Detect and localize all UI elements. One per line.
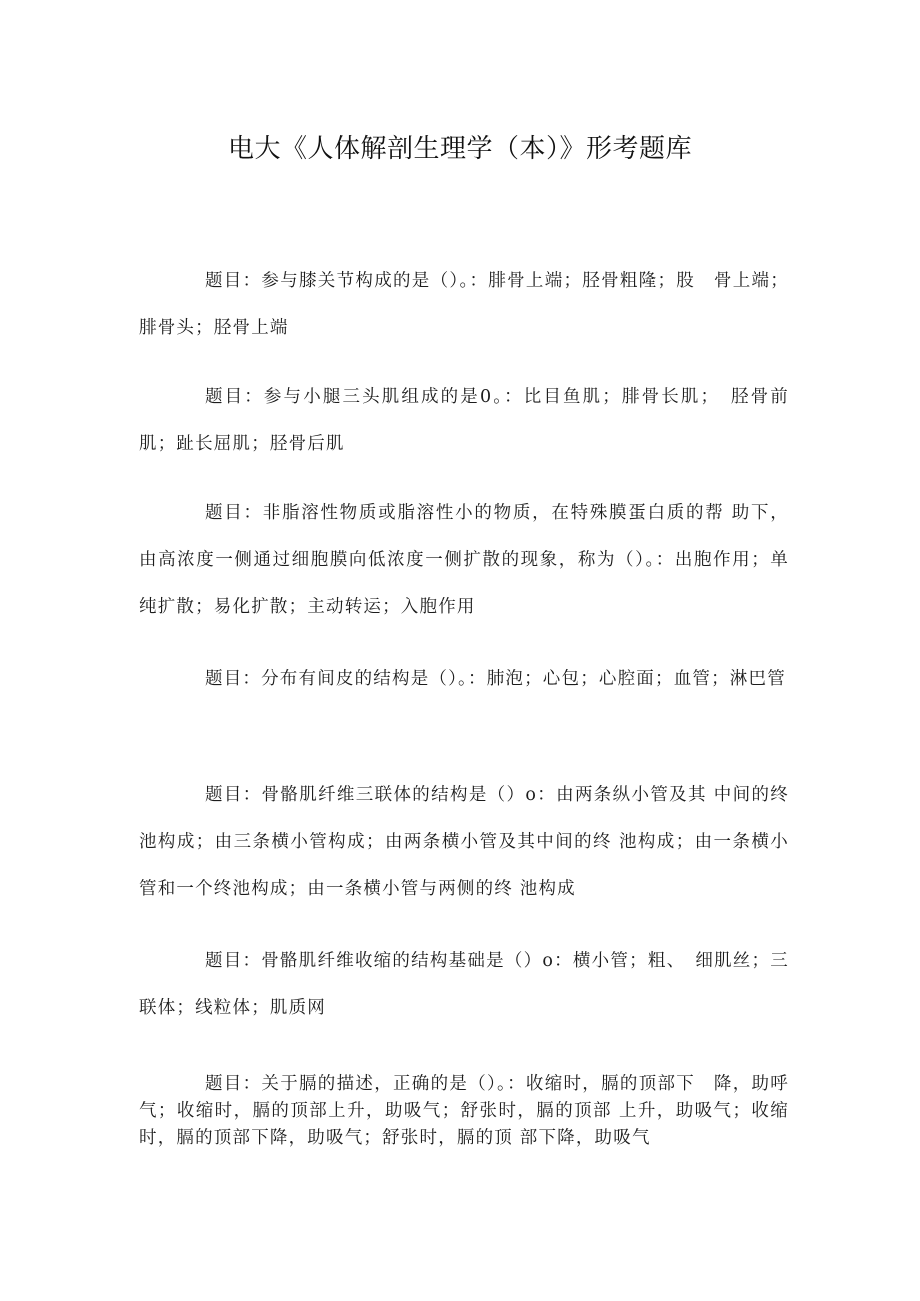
question-item: 题目：参与膝关节构成的是（）。：腓骨上端；胫骨粗隆；股 骨上端；腓骨头；胫骨上端 [139,271,789,338]
question-item: 题目：参与小腿三头肌组成的是0。：比目鱼肌；腓骨长肌； 胫骨前肌；趾长屈肌；胫骨后肌 [139,387,789,454]
question-item: 题目：非脂溶性物质或脂溶性小的物质，在特殊膜蛋白质的帮 助下，由高浓度一侧通过细胞膜向低浓度一侧扩散的现象，称为（）。：出胞作用；单纯扩散；易化扩散；主动转运；入胞作用 [139,503,789,617]
document-title: 电大《人体解剖生理学（本）》形考题库 [227,134,692,164]
question-item: 题目：关于膈的描述，正确的是（）。：收缩时，膈的顶部下 降，助呼气；收缩时，膈的顶部上升，助吸气；舒张时，膈的顶部 上升，助吸气；收缩时，膈的顶部下降，助吸气；舒张时，膈的顶 部下降，助吸气 [139,1074,789,1148]
question-item: 题目：分布有间皮的结构是（）。：肺泡；心包；心腔面；血管；淋巴管 [205,669,786,689]
question-item: 题目：骨骼肌纤维收缩的结构基础是（）o：横小管；粗、 细肌丝；三联体；线粒体；肌质网 [139,951,789,1018]
question-item: 题目：骨骼肌纤维三联体的结构是（）o：由两条纵小管及其 中间的终池构成；由三条横小管构成；由两条横小管及其中间的终 池构成；由一条横小管和一个终池构成；由一条横小管与两侧的终 池构成 [139,785,789,899]
